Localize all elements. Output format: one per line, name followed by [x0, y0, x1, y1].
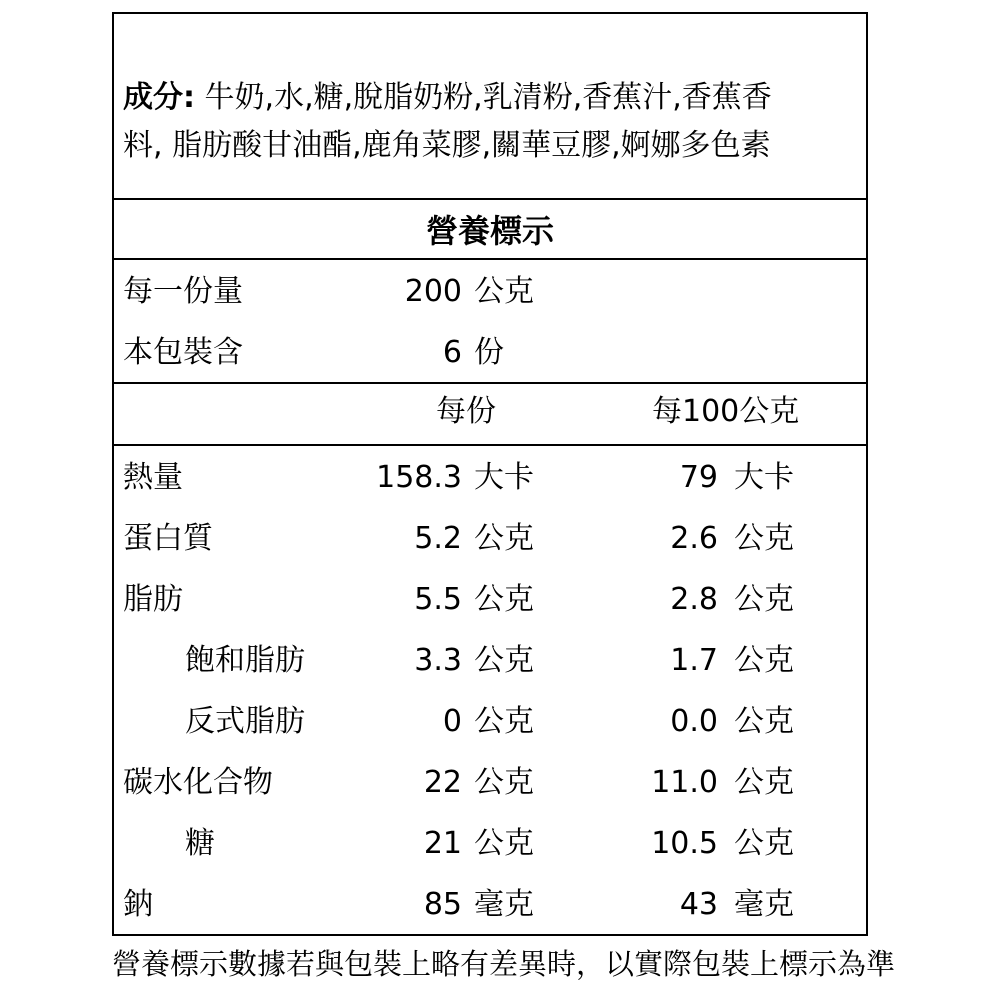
nutrient-row	[114, 763, 866, 803]
nutrient-row	[114, 824, 866, 864]
per-serving-unit: 大卡	[474, 460, 534, 495]
per-serving-value: 85	[423, 887, 462, 922]
nutrient-name: 脂肪	[123, 582, 183, 617]
serving-size-label: 每一份量	[123, 274, 243, 309]
servings-count-value: 6	[442, 335, 462, 370]
per-serving-value: 0	[442, 704, 462, 739]
per-100g-unit: 公克	[734, 826, 794, 861]
disclaimer-footnote: 營養標示數據若與包裝上略有差異時，以實際包裝上標示為準	[112, 947, 896, 981]
per-serving-value: 3.3	[414, 643, 462, 678]
per-serving-unit: 公克	[474, 704, 534, 739]
per-100g-value: 79	[679, 460, 718, 495]
nutrient-name: 熱量	[123, 460, 183, 495]
servings-count-unit: 份	[474, 335, 504, 370]
per-serving-unit: 公克	[474, 826, 534, 861]
nutrient-name: 糖	[185, 826, 215, 861]
nutrient-row	[114, 458, 866, 498]
ingredients-line-2: 料, 脂肪酸甘油酯,鹿角菜膠,關華豆膠,婀娜多色素	[123, 128, 771, 163]
per-100g-unit: 公克	[734, 765, 794, 800]
ingredients-line-1: 牛奶,水,糖,脫脂奶粉,乳清粉,香蕉汁,香蕉香	[204, 80, 772, 115]
nutrient-row	[114, 702, 866, 742]
per-100g-value: 1.7	[670, 643, 718, 678]
per-serving-unit: 公克	[474, 582, 534, 617]
per-serving-unit: 公克	[474, 643, 534, 678]
per-100g-value: 43	[679, 887, 718, 922]
ingredients-title: 成分:	[123, 80, 195, 115]
nutrient-name: 蛋白質	[123, 521, 213, 556]
serving-size-unit: 公克	[474, 274, 534, 309]
per-100g-value: 10.5	[651, 826, 718, 861]
ingredients-section	[114, 14, 866, 200]
per-100g-unit: 公克	[734, 643, 794, 678]
nutrition-label	[112, 12, 868, 936]
per-serving-value: 5.5	[414, 582, 462, 617]
nutrient-row	[114, 641, 866, 681]
per-serving-unit: 公克	[474, 765, 534, 800]
per-serving-value: 158.3	[376, 460, 462, 495]
serving-section	[114, 260, 866, 384]
ingredients-text	[123, 74, 853, 170]
per-100g-unit: 公克	[734, 521, 794, 556]
per-100g-value: 2.6	[670, 521, 718, 556]
per-serving-unit: 毫克	[474, 887, 534, 922]
nutrition-title-row	[114, 200, 866, 260]
serving-size-row	[114, 272, 866, 312]
servings-count-label: 本包裝含	[123, 335, 243, 370]
per-serving-unit: 公克	[474, 521, 534, 556]
per-100g-value: 0.0	[670, 704, 718, 739]
per-100g-value: 11.0	[651, 765, 718, 800]
nutrient-name: 飽和脂肪	[185, 643, 305, 678]
per-100g-header: 每100公克	[652, 394, 800, 429]
nutrition-title: 營養標示	[425, 212, 554, 250]
servings-per-package-row	[114, 333, 866, 373]
nutrient-row	[114, 580, 866, 620]
per-serving-value: 22	[423, 765, 462, 800]
nutrient-name: 鈉	[123, 887, 153, 922]
per-100g-unit: 毫克	[734, 887, 794, 922]
column-header-line	[114, 392, 866, 432]
per-serving-header: 每份	[436, 394, 496, 429]
nutrient-row	[114, 885, 866, 925]
per-100g-unit: 大卡	[734, 460, 794, 495]
serving-size-value: 200	[404, 274, 462, 309]
column-header-row	[114, 384, 866, 446]
per-serving-value: 21	[423, 826, 462, 861]
per-100g-unit: 公克	[734, 582, 794, 617]
per-serving-value: 5.2	[414, 521, 462, 556]
nutrient-name: 反式脂肪	[185, 704, 305, 739]
nutrient-row	[114, 519, 866, 559]
per-100g-value: 2.8	[670, 582, 718, 617]
nutrient-table	[114, 446, 866, 936]
per-100g-unit: 公克	[734, 704, 794, 739]
nutrient-name: 碳水化合物	[123, 765, 273, 800]
